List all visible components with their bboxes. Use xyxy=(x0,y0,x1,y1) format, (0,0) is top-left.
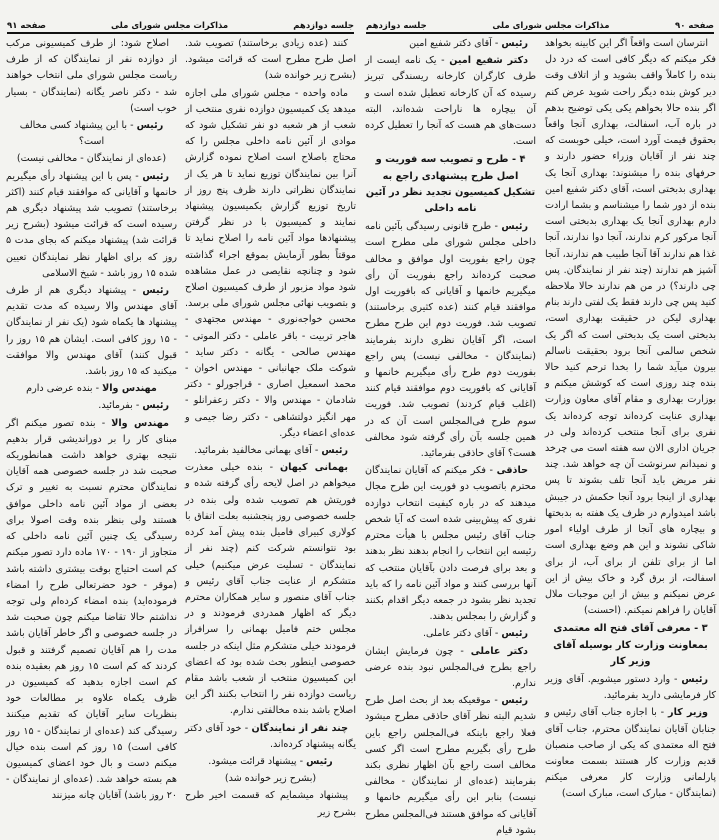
paragraph-text: - یک نامه ایست از طرف کارگران کارخانه ریسندگی تبریز رسیده که آن کارخانه تعطیل شده است و آن بیچاره ها ناراحت شده‌اند، البته دست‌های هم هست که آنجا را تعطیل کرده است. xyxy=(365,55,536,148)
speaker-name: رئیس xyxy=(142,170,169,182)
speaker-name: دکتر عاملی xyxy=(470,645,528,657)
text-column-right xyxy=(545,36,716,804)
speaker-name: چند نفر از نمایندگان xyxy=(251,722,348,734)
speaker-name: رئیس xyxy=(501,221,528,233)
paragraph-text: - چون فرمایش ایشان راجع بطرح فی‌المجلس نبود بنده عرضی ندارم. xyxy=(365,645,536,689)
paragraph-text: - موقعیکه بعد از بحث اصل طرح شدیم البته نظر آقای حاذقی مطرح میشود فعلا راجع باینکه فی‌المجلس راجع باین طرح رأی بگیریم مطرح است اگر کسی مخالف است راجع بآن اظهار نظری بکند بفرمایند (عده‌ای از نمایندگان - مخالفی نیست) بنابر این رأی میگیریم خانمها و آقایانی که موافق هستند فی‌المجلس مطرح بشود قیام xyxy=(365,695,536,836)
paragraph-text: (عده‌ای از نمایندگان - مخالفی نیست) xyxy=(16,153,167,165)
speaker-name: رئیس xyxy=(501,695,528,707)
paragraph-text: - طرح قانونی رسیدگی بآئین نامه داخلی مجلس شورای ملی مطرح است چون راجع بفوریت اول موافق و مخالف صحبت کرده‌اند راجع بفوریت آن رأی میگیریم خانمها و آقایانی که بافوریت اول موافقند قیام کنند (عده کثیری برخاستند) تصویب شد. فوریت دوم این طرح مطرح است، اگر آقایان نظری دارند بفرمایند (نمایندگان - مخالفی نیست) پس راجع بفوریت دوم طرح رأی میگیریم خانمها و آقایانی که بافوریت دوم موافقند قیام کنند (اغلب قیام کردند) تصویب شد. فوریت سوم طرح فی‌المجلس است آن که در همین جلسه بآن رأی گرفته شود مخالفی هست؟ آقای حاذقی بفرمائید. xyxy=(365,221,536,460)
section-heading xyxy=(545,621,716,670)
speaker-name: دکتر شفیع امین xyxy=(449,55,528,67)
paragraph-text: - خود آقای دکتر یگانه پیشنهاد کرده‌اند. xyxy=(185,722,356,750)
paragraph-text: اصلاح شود: از طرف کمیسیونی مرکب از دوازده نفر از نمایندگان که از طرف ریاست مجلس شورای ملی انتخاب خواهند شد - دکتر ناصر یگانه (نمایندگان - بسیار خوب است) xyxy=(6,38,177,114)
speaker-name: وزیر کار xyxy=(668,707,708,719)
paragraph xyxy=(185,754,356,770)
paragraph-text: - با اجازه جناب آقای رئیس و جنابان آقایان نمایندگان محترم، جناب آقای فتح اله معتمدی که یکی از صاحب منصبان قدیم وزارت کار هستند بسمت معاونت پارلمانی وزارت کار معرفی میکنم (نمایندگان - مبارک است، مبارک است) xyxy=(545,707,716,800)
section-heading xyxy=(365,152,536,217)
paragraph xyxy=(6,151,177,167)
page-91 xyxy=(3,0,358,818)
paragraph-text: ماده واحده - مجلس شورای ملی اجازه میدهد یک کمیسیون دوازده نفری منتخب از شعب از هر شعبه دو نفر تشکیل شود که موادی از آئین نامه داخلی مجلس را که محتاج باصلاح است اصلاح نموده گزارش آنرا بین نمایندگان توزیع نماید تا هر یک از نمایندگان نظراتی دارند ظرف پنج روز از تاریخ توزیع گزارش بکمیسیون پیشنهاد نمایند و کمیسیون با در نظر گرفتن پیشنهادها مواد آئین نامه را اصلاح نماید تا موقتاً بطور آزمایش بموقع اجراء گذاشته شود و چنانچه نقایصی در عمل مشاهده شود مواد مزبور از طرف کمیسیون اصلاح و بتصویب نهائی مجلس شورای ملی برسد. محسن خواجه‌نوری - مهندس مجتهدی - هاجر تربیت - باقر عاملی - دکتر الموتی - مهندس صالحی - یگانه - دکتر ساید - شوکت ملک جهانبانی - مهندس اخوان - محمد اسمعیل اصاری - قراجورلو - دکتر شادمان - مهندس والا - دکتر زعفرانلو - مهر انگیز دولتشاهی - دکتر رضا جیمی و عده‌ای اعضاء دیگر. xyxy=(185,87,356,439)
speaker-name: رئیس xyxy=(321,445,348,457)
paragraph-text: انترسان است واقعاً اگر این کابینه بخواهد فکر میکنم که دیگر کافی است که درد دل بنده را کاملاً واقف بشوید و از اتلاف وقت دیر کوش بنده دیگر راحت شوید عرض کنم اگر بنده حالا بخواهم یکی یکی توضیح بدهم در باره آب، اسفالت، بهداری آنجا واقعاً بحقوق قیمت آورد است، خیلی خوبست که چند نفر از آقایان وزراء حضور دارند و حرفهای بنده را میشنوند: بهداری آنجا یک بهداری بدبختی است، آقای دکتر شفیع امین بنده از دور شما را میشناسم و بشما ارادت دارم بهداری آنجا یک بهداری بدبختی است آنجا مرکور کرم ندارند، آنجا دوا ندارند، آنجا غذا هم ندارند آقا آنجا طبیب هم ندارند، آنجا آشپز هم ندارند (چند نفر از نمایندگان. پس چی دارند؟) در من هم ندارند حالا ملاحظه کنید پس چی دارند فقط یک لفتی دارند بنام بهداری لیکن در حقیقت بهداری است، بدبختی است یک بدبختی است که اگر یک شخص سالمی آنجا برود بحقیقت ناسالم بیرون میآید شما را بخدا ترحم کنید حالا بنده چند روزی است که کوشش میکنم و بوزارت بهداری و مقام آقای معاون وزارت بهداری عنایت کرده‌اند توجه کرده‌اند یک نفری برای آنجا منتخب کرده‌اند ولی در جریان اداری الان سه هفته است می چرخد و نمیدانم سرنوشت آن چه خواهد شد. چند نفر مریض باید آنجا تلف بشوند تا پس بهداری از اینجا برود آنجا حکمش در جیبش باشد امیدوارم در ظرف یک هفته به بدبختها و بیچاره های آنجا از طرف اولیاء امور شاکی نشوند و این هم وضع بهداری است اما از برای تلفن از برای آب، از برای اسفالت، از برق گرد و خاک بیش از این عرض نمیکنم و بیش از این موجبات ملال آقایان را فراهم نمیکنم. (احسنت) xyxy=(545,38,716,617)
text-column-left xyxy=(6,36,177,806)
paragraph xyxy=(6,381,177,397)
paragraph-text: پیشنهاد میشمایم که قسمت اخیر طرح بشرح زیر xyxy=(185,790,356,818)
paragraph xyxy=(365,53,536,150)
paragraph xyxy=(185,771,356,787)
page-number: صفحه ۹۰ xyxy=(675,21,714,31)
paragraph-text: - آقای دکتر عاملی. xyxy=(423,628,502,640)
paragraph-text: - آقای دکتر شفیع امین xyxy=(409,38,502,49)
paragraph xyxy=(365,219,536,462)
paragraph xyxy=(6,36,177,117)
speaker-name: رئیس xyxy=(136,120,164,132)
paragraph xyxy=(6,118,177,150)
paragraph xyxy=(365,644,536,693)
speaker-name: رئیس xyxy=(681,673,708,685)
session-label: جلسه دوازدهم xyxy=(293,21,354,31)
paragraph-text: - آقای بهمانی مخالفید بفرمائید. xyxy=(194,445,322,457)
paragraph-text: - بنده خیلی معذرت میخواهم در اصل لایحه رأی گرفته شده و فوریتش هم تصویب شده ولی بنده در جلسه خصوصی روز پنجشنبه بعلت اتفاق با کولاری کبیرای فامیل بنده پیش آمد کرده بود نتوانستم شرکت کنم (چند نفر از نمایندگان - تسلیت عرض میکنیم) خیلی متشکرم از عنایت جناب آقای رئیس و جناب آقای منصور و سایر همکاران محترم دیگر که اظهار همدردی فرمودند و در مجلس ختم فامیل بهمانی را سرافراز فرمودند خیلی متشکرم مثل اینکه در جلسه خصوصی اینطور بحث شده بود که اعضای این کمیسیون منتخب از شعب باشد مقام ریاست دوازده نفر را انتخاب بکنند اگر این اصلاح باشد بنده مخالفتی ندارم. xyxy=(185,462,356,717)
paragraph xyxy=(185,460,356,719)
paragraph-text: (بشرح زیر خوانده شد) xyxy=(224,773,317,785)
text-column-right xyxy=(185,36,356,822)
speaker-name: مهندس والا xyxy=(111,417,169,429)
paragraph xyxy=(365,626,536,642)
paragraph-text: - بفرمائید. xyxy=(98,400,143,412)
speaker-name: رئیس xyxy=(306,755,333,767)
paragraph-text: - وارد دستور میشویم. آقای وزیر کار فرمایشی دارید بفرمائید. xyxy=(545,673,716,702)
paragraph xyxy=(6,169,177,282)
publication-title: مذاکرات مجلس شورای ملی xyxy=(111,21,229,31)
paragraph xyxy=(185,86,356,442)
paragraph-text: ۴ - طرح و تصویب سه فوریت و اصل طرح پیشنهادی راجع به تشکیل کمیسیون تجدید نظر در آئین نامه داخلی xyxy=(365,154,536,215)
speaker-name: مهندس والا xyxy=(102,383,157,395)
paragraph xyxy=(6,416,177,805)
paragraph-text: - پیشنهاد قرائت میشود. xyxy=(208,755,307,767)
paragraph xyxy=(185,36,356,85)
text-column-left xyxy=(365,36,536,840)
paragraph-text: - پس با این پیشنهاد رأی میگیریم خانمها و آقایانی که موافقند قیام کنند (اکثر برخاستند) تصویب شد پیشنهاد دیگری هم رسیده است که قرائت میشود (بشرح زیر قرائت شد) پیشنهاد میکنم که بجای مدت ۵ روز که برای اظهار نظر نمایندگان تعیین شده ۱۵ روز باشد - شیخ الاسلامی xyxy=(6,170,177,279)
paragraph-text: کنند (عده زیادی برخاستند) تصویب شد. اصل طرح مطرح است که قرائت میشود. (بشرح زیر خوانده شد) xyxy=(185,38,356,82)
paragraph xyxy=(545,672,716,704)
paragraph-text: - با این پیشنهاد کسی مخالف است؟ xyxy=(19,120,137,148)
paragraph-text: - بنده عرضی دارم xyxy=(26,383,103,395)
paragraph-text: - بنده تصور میکنم اگر مبنای کار را بر دوراندیشی قرار بدهیم نتیجه بهتری خواهد داشت همانطوریکه صحبت شد در جلسه خصوصی همه آقایان نمایندگان محترم نسبت به تغییر و ترک بعضی از مواد آئین نامه داخلی موافق هستند ولی بنظر بنده وقت اصولا برای رسیدگی یک چنین آئین نامه داخلی که متجاوز از ۱۹۰ - ۱۷۰ ماده دارد تصور میکنم کم است احتیاج بوقت بیشتری داشته باشد (موقر - خود حضرتعالی طرح را امضاء فرموده‌اید) بنده امضاء کرده‌ام ولی توجه نداشتم حالا تقاضا میکنم چون صحبت شد در جلسه خصوصی و اگر خاطر آقایان باشد مدت را هم آقایان تصمیم گرفتند و قبول کردند که کم است ۱۵ روز هم بعقیده بنده کم است اجازه بدهید که کمیسیون در ظرف یکماه علاوه بر مطالعات خود بنظریات سایر آقایان که تقدیم میکنند رسیدگی کند (عده‌ای از نمایندگان - ۱۵ روز کافی است) ۱۵ روز کم است بنده خیال میکنم دست و بال خود اعضای کمیسیون هم بسته خواهد شد. (عده‌ای از نمایندگان - ۲۰ روز باشد) آقایان چانه میزنند xyxy=(6,417,178,802)
paragraph-text: - فکر میکنم که آقایان نمایندگان محترم باتصویب دو فوریت این طرح مجال میدهند که در باره کیفیت انتخاب دوازده نفری که پیش‌بینی شده است که آیا شخص جناب آقای رئیس مجلس با هیأت محترم رئیسه این انتخاب را انجام بدهند نظر بدهند و بعد برای فرصت دادن بآقایان منتخب که آنها بررسی کنند و مواد آئین نامه را که باید تجدید نظر بشود در جمعه دیگر اقدام بکنند و گزارش را بمجلس بدهند. xyxy=(365,465,536,623)
publication-title: مذاکرات مجلس شورای ملی xyxy=(492,21,610,31)
paragraph xyxy=(545,36,716,619)
paragraph-text: - پیشنهاد دیگری هم از طرف آقای مهندس والا رسیده که مدت تقدیم پیشنهاد ها یکماه شود (یک نفر از نمایندگان - ۱۵ روز کافی است. ایشان هم ۱۵ روز را قبول کنند) آقای مهندس والا موافقت میکنید که ۱۵ روز باشد. xyxy=(6,285,178,378)
paragraph xyxy=(365,36,536,52)
paragraph xyxy=(185,788,356,820)
paragraph xyxy=(6,398,177,414)
speaker-name: رئیس xyxy=(142,285,169,297)
speaker-name: رئیس xyxy=(501,628,528,640)
paragraph xyxy=(185,721,356,753)
page-header xyxy=(366,15,714,34)
paragraph xyxy=(365,693,536,839)
speaker-name: بهمانی کیهان xyxy=(279,462,348,474)
paragraph xyxy=(365,463,536,625)
paragraph-text: ۳ - معرفی آقای فتح اله معتمدی بمعاونت وزارت کار بوسیله آقای وزیر کار xyxy=(553,623,708,667)
speaker-name: رئیس xyxy=(501,38,528,49)
paragraph xyxy=(545,705,716,802)
paragraph xyxy=(6,283,177,380)
speaker-name: حاذقی xyxy=(496,465,528,477)
page-header xyxy=(7,15,354,34)
page-90 xyxy=(362,0,718,836)
page-number: صفحه ۹۱ xyxy=(7,21,46,31)
paragraph xyxy=(185,443,356,459)
speaker-name: رئیس xyxy=(142,400,169,412)
session-label: جلسه دوازدهم xyxy=(366,21,427,31)
